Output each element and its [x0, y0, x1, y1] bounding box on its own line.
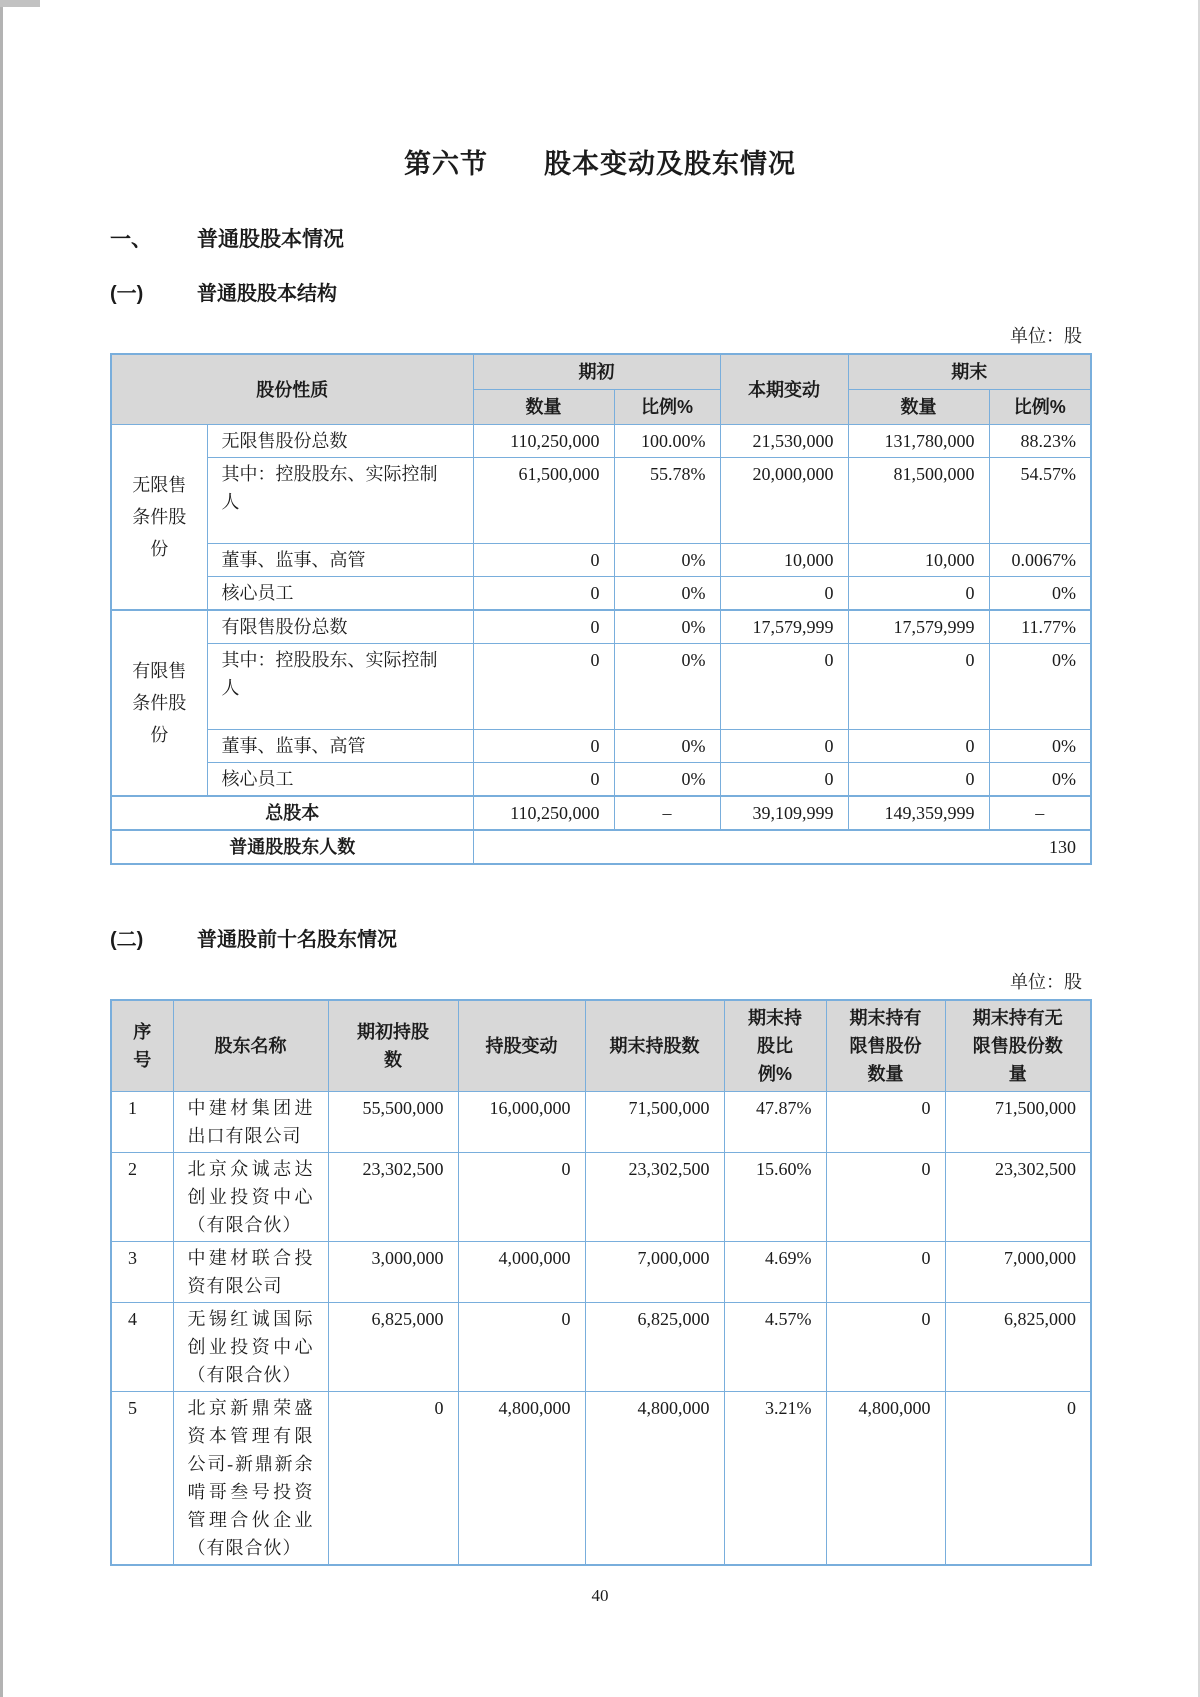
- group-unrestricted: 无限售条件股份: [111, 425, 207, 611]
- header-shares-begin: 期初持股数: [328, 1000, 458, 1092]
- total-label: 总股本: [111, 796, 473, 830]
- shareholder-name: 中建材联合投资有限公司: [173, 1242, 328, 1303]
- cell-value: 0: [473, 644, 614, 730]
- unit-label-2: 单位：股: [1010, 972, 1082, 992]
- top-shareholders-table: [110, 999, 1092, 1566]
- cell-value: 88.23%: [989, 425, 1091, 458]
- cell-value: 110,250,000: [473, 425, 614, 458]
- subsection-heading-1-2: [110, 923, 1090, 952]
- seq-no: 1: [111, 1092, 173, 1153]
- cell-value: 0%: [614, 763, 720, 797]
- scan-corner-artifact: [0, 0, 40, 7]
- header-pct-begin: 比例%: [614, 390, 720, 425]
- cell-value: 17,579,999: [848, 610, 989, 644]
- cell-value: 0%: [614, 577, 720, 611]
- seq-no: 2: [111, 1153, 173, 1242]
- cell-value: –: [614, 796, 720, 830]
- row-label: 董事、监事、高管: [207, 544, 473, 577]
- cell-value: 0: [826, 1242, 945, 1303]
- header-restricted-end: 期末持有限售股份数量: [826, 1000, 945, 1092]
- cell-value: 39,109,999: [720, 796, 848, 830]
- cell-value: 47.87%: [724, 1092, 826, 1153]
- holders-count-row: [111, 830, 1091, 864]
- cell-value: 0: [328, 1392, 458, 1566]
- header-pct-end: 期末持股比例%: [724, 1000, 826, 1092]
- cell-value: 6,825,000: [585, 1303, 724, 1392]
- row-label: 董事、监事、高管: [207, 730, 473, 763]
- table-header-row: [111, 354, 1091, 390]
- cell-value: 149,359,999: [848, 796, 989, 830]
- table-row: [111, 458, 1091, 544]
- cell-value: 71,500,000: [945, 1092, 1091, 1153]
- cell-value: 0: [848, 730, 989, 763]
- cell-value: 0%: [989, 730, 1091, 763]
- subsection-heading-1-1: [110, 277, 1090, 306]
- cell-value: 0: [826, 1153, 945, 1242]
- header-pct-end: 比例%: [989, 390, 1091, 425]
- row-label: 有限售股份总数: [207, 610, 473, 644]
- header-unrestricted-end: 期末持有无限售股份数量: [945, 1000, 1091, 1092]
- cell-value: 15.60%: [724, 1153, 826, 1242]
- section-title: 普通股股本情况: [197, 228, 344, 251]
- cell-value: 0: [848, 577, 989, 611]
- table-header-row: [111, 1000, 1091, 1092]
- cell-value: 0: [826, 1303, 945, 1392]
- cell-value: 0: [720, 577, 848, 611]
- cell-value: 21,530,000: [720, 425, 848, 458]
- cell-value: 0%: [614, 644, 720, 730]
- header-shareholder-name: 股东名称: [173, 1000, 328, 1092]
- cell-value: 0: [458, 1303, 585, 1392]
- table-row: [111, 610, 1091, 644]
- cell-value: 0: [473, 577, 614, 611]
- row-label: 其中：控股股东、实际控制人: [207, 644, 473, 730]
- cell-value: 61,500,000: [473, 458, 614, 544]
- cell-value: 4,800,000: [585, 1392, 724, 1566]
- cell-value: 3.21%: [724, 1392, 826, 1566]
- cell-value: 7,000,000: [585, 1242, 724, 1303]
- cell-value: 0: [826, 1092, 945, 1153]
- header-ending: 期末: [848, 354, 1091, 390]
- total-row: [111, 796, 1091, 830]
- cell-value: 0: [848, 763, 989, 797]
- cell-value: 0: [473, 544, 614, 577]
- holders-count: 130: [473, 830, 1091, 864]
- shareholder-row: [111, 1392, 1091, 1566]
- row-label: 核心员工: [207, 763, 473, 797]
- cell-value: 0: [720, 763, 848, 797]
- cell-value: 4,800,000: [458, 1392, 585, 1566]
- shareholder-name: 无锡红诚国际创业投资中心（有限合伙）: [173, 1303, 328, 1392]
- header-seq-no: 序号: [111, 1000, 173, 1092]
- table-row: [111, 763, 1091, 797]
- cell-value: 0%: [989, 644, 1091, 730]
- cell-value: 6,825,000: [328, 1303, 458, 1392]
- cell-value: 0%: [614, 730, 720, 763]
- group-restricted: 有限售条件股份: [111, 610, 207, 796]
- cell-value: 4.69%: [724, 1242, 826, 1303]
- cell-value: 23,302,500: [945, 1153, 1091, 1242]
- page-title: 第六节 股本变动及股东情况: [404, 149, 796, 179]
- page-number: 40: [591, 1586, 609, 1605]
- subsection-number: (二): [110, 929, 144, 951]
- cell-value: 4,000,000: [458, 1242, 585, 1303]
- section-heading-1: [110, 223, 1090, 253]
- cell-value: –: [989, 796, 1091, 830]
- header-qty-end: 数量: [848, 390, 989, 425]
- subsection-number: (一): [110, 283, 144, 305]
- cell-value: 3,000,000: [328, 1242, 458, 1303]
- table-row: [111, 544, 1091, 577]
- cell-value: 10,000: [848, 544, 989, 577]
- cell-value: 55.78%: [614, 458, 720, 544]
- cell-value: 0%: [989, 577, 1091, 611]
- cell-value: 110,250,000: [473, 796, 614, 830]
- cell-value: 0: [848, 644, 989, 730]
- share-structure-table: [110, 353, 1092, 865]
- page-content: [110, 0, 1090, 1606]
- cell-value: 0: [473, 763, 614, 797]
- cell-value: 23,302,500: [328, 1153, 458, 1242]
- section-number: 一、: [110, 228, 152, 251]
- cell-value: 11.77%: [989, 610, 1091, 644]
- shareholder-name: 北京新鼎荣盛资本管理有限公司-新鼎新余啃哥叁号投资管理合伙企业（有限合伙）: [173, 1392, 328, 1566]
- subsection-title: 普通股前十名股东情况: [197, 929, 397, 951]
- shareholder-row: [111, 1242, 1091, 1303]
- cell-value: 54.57%: [989, 458, 1091, 544]
- cell-value: 71,500,000: [585, 1092, 724, 1153]
- header-qty-begin: 数量: [473, 390, 614, 425]
- shareholder-row: [111, 1153, 1091, 1242]
- header-shares-end: 期末持股数: [585, 1000, 724, 1092]
- row-label: 无限售股份总数: [207, 425, 473, 458]
- cell-value: 0: [473, 730, 614, 763]
- cell-value: 0: [720, 644, 848, 730]
- cell-value: 20,000,000: [720, 458, 848, 544]
- seq-no: 4: [111, 1303, 173, 1392]
- cell-value: 4.57%: [724, 1303, 826, 1392]
- subsection-title: 普通股股本结构: [197, 283, 337, 305]
- table-row: [111, 730, 1091, 763]
- row-label: 核心员工: [207, 577, 473, 611]
- cell-value: 0: [473, 610, 614, 644]
- seq-no: 5: [111, 1392, 173, 1566]
- scan-edge-left: [0, 0, 3, 1697]
- cell-value: 0%: [614, 610, 720, 644]
- cell-value: 6,825,000: [945, 1303, 1091, 1392]
- cell-value: 0: [458, 1153, 585, 1242]
- seq-no: 3: [111, 1242, 173, 1303]
- cell-value: 0%: [989, 763, 1091, 797]
- cell-value: 0.0067%: [989, 544, 1091, 577]
- table-row: [111, 577, 1091, 611]
- shareholder-name: 北京众诚志达创业投资中心（有限合伙）: [173, 1153, 328, 1242]
- table-row: [111, 644, 1091, 730]
- cell-value: 16,000,000: [458, 1092, 585, 1153]
- holders-label: 普通股股东人数: [111, 830, 473, 864]
- row-label: 其中：控股股东、实际控制人: [207, 458, 473, 544]
- header-beginning: 期初: [473, 354, 720, 390]
- header-change: 本期变动: [720, 354, 848, 425]
- cell-value: 23,302,500: [585, 1153, 724, 1242]
- header-share-nature: 股份性质: [111, 354, 473, 425]
- cell-value: 55,500,000: [328, 1092, 458, 1153]
- cell-value: 4,800,000: [826, 1392, 945, 1566]
- shareholder-row: [111, 1303, 1091, 1392]
- cell-value: 81,500,000: [848, 458, 989, 544]
- cell-value: 17,579,999: [720, 610, 848, 644]
- cell-value: 10,000: [720, 544, 848, 577]
- header-shares-change: 持股变动: [458, 1000, 585, 1092]
- table-row: [111, 425, 1091, 458]
- cell-value: 0%: [614, 544, 720, 577]
- cell-value: 0: [945, 1392, 1091, 1566]
- cell-value: 100.00%: [614, 425, 720, 458]
- cell-value: 131,780,000: [848, 425, 989, 458]
- shareholder-row: [111, 1092, 1091, 1153]
- shareholder-name: 中建材集团进出口有限公司: [173, 1092, 328, 1153]
- cell-value: 0: [720, 730, 848, 763]
- cell-value: 7,000,000: [945, 1242, 1091, 1303]
- unit-label-1: 单位：股: [1010, 326, 1082, 346]
